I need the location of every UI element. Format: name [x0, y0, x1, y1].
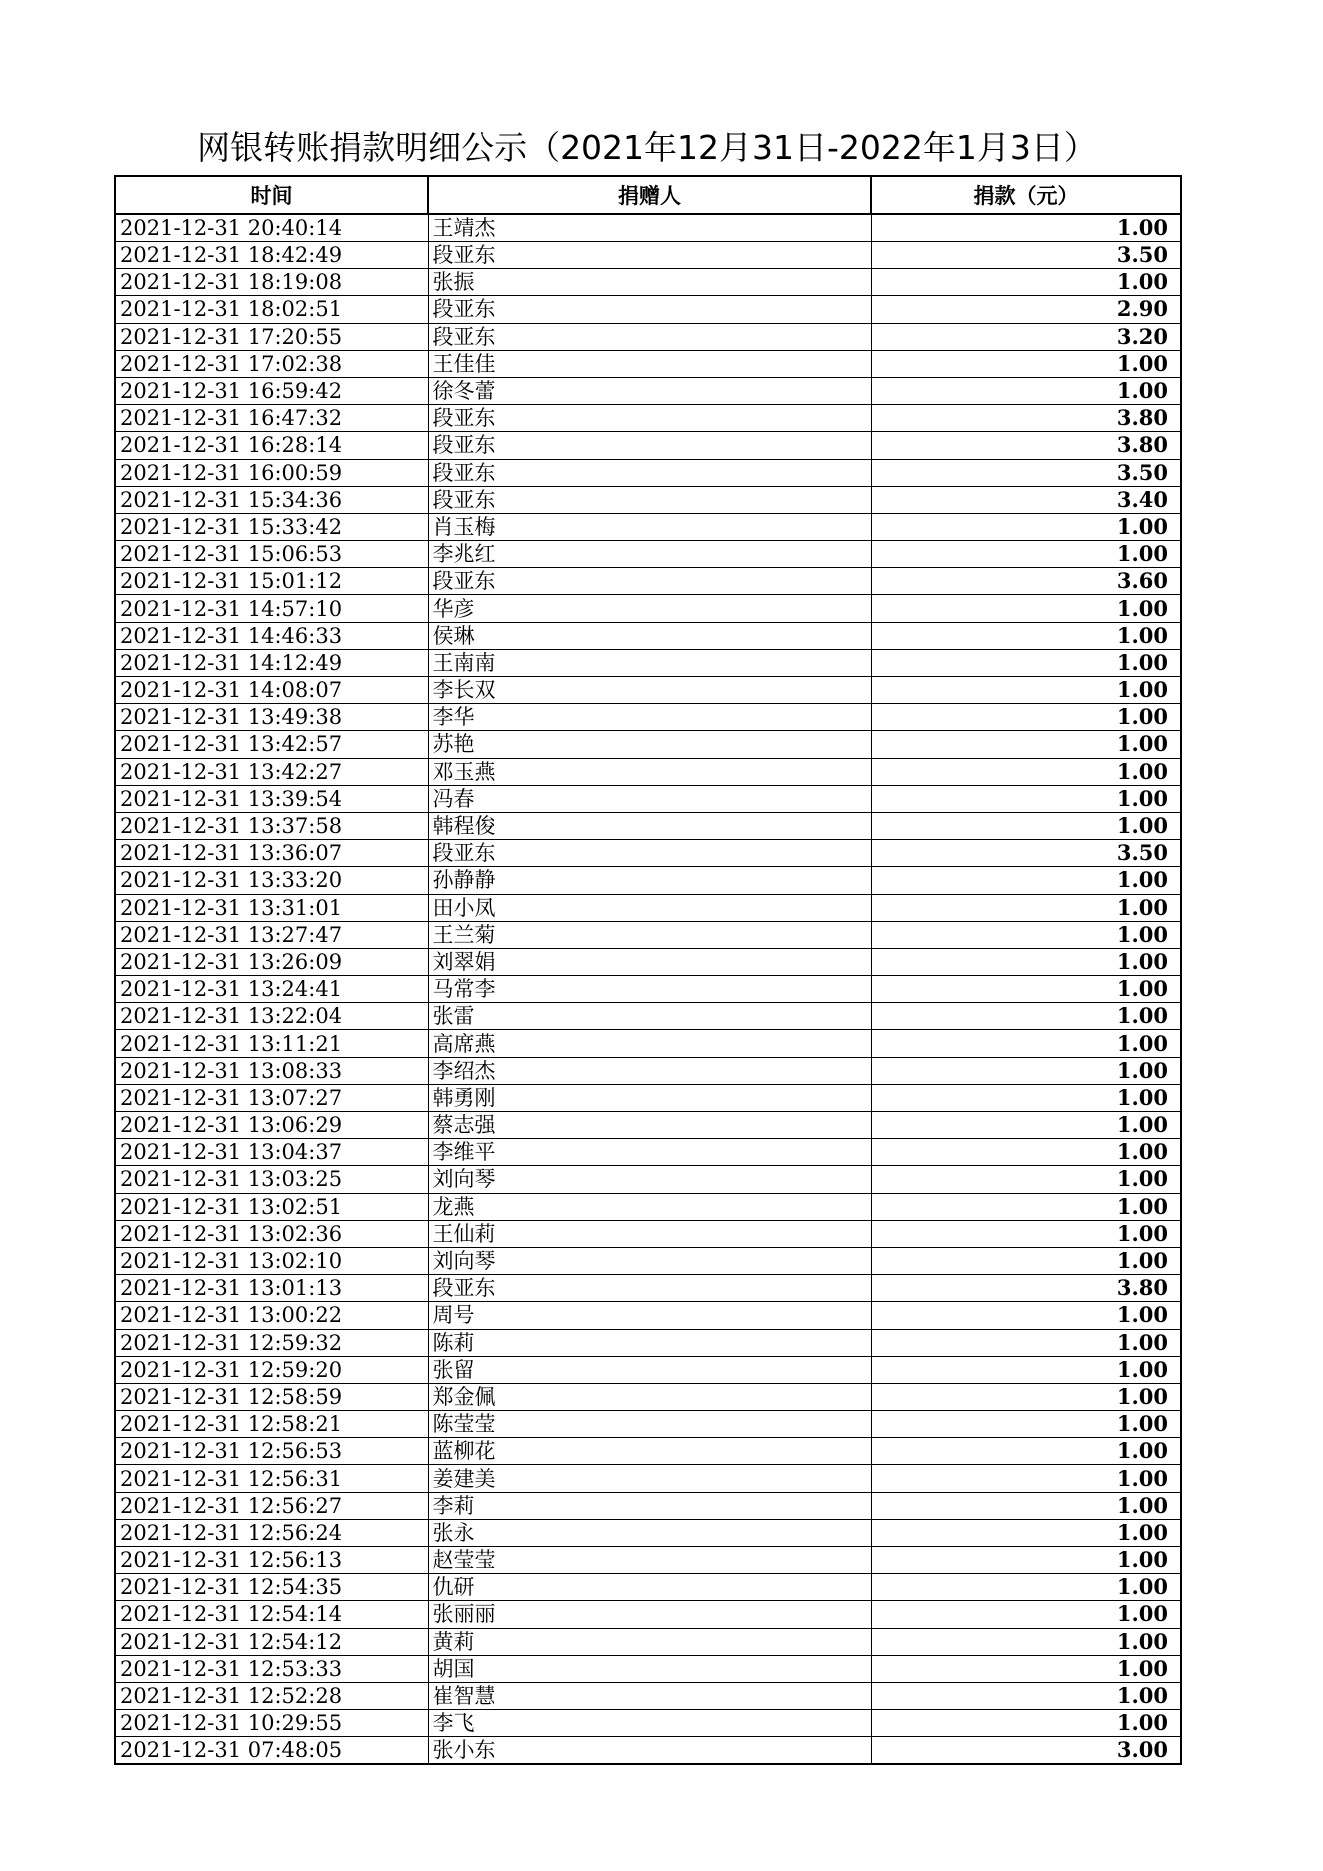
donor-cell: 李维平: [428, 1139, 871, 1166]
time-cell: 2021-12-31 17:20:55: [115, 323, 428, 350]
time-cell: 2021-12-31 13:26:09: [115, 948, 428, 975]
time-cell: 2021-12-31 16:00:59: [115, 459, 428, 486]
time-cell: 2021-12-31 13:00:22: [115, 1302, 428, 1329]
time-cell: 2021-12-31 15:34:36: [115, 486, 428, 513]
amount-cell: 1.00: [871, 921, 1181, 948]
donor-cell: 胡国: [428, 1655, 871, 1682]
time-cell: 2021-12-31 12:56:53: [115, 1438, 428, 1465]
table-row: [115, 1356, 1181, 1383]
donor-cell: 黄莉: [428, 1628, 871, 1655]
donor-cell: 刘向琴: [428, 1166, 871, 1193]
time-cell: 2021-12-31 12:56:31: [115, 1465, 428, 1492]
table-row: [115, 568, 1181, 595]
time-cell: 2021-12-31 17:02:38: [115, 350, 428, 377]
time-cell: 2021-12-31 13:22:04: [115, 1003, 428, 1030]
donor-cell: 孙静静: [428, 867, 871, 894]
time-cell: 2021-12-31 18:02:51: [115, 296, 428, 323]
table-row: [115, 1084, 1181, 1111]
time-cell: 2021-12-31 12:54:35: [115, 1574, 428, 1601]
donor-cell: 陈莉: [428, 1329, 871, 1356]
table-row: [115, 1166, 1181, 1193]
amount-cell: 1.00: [871, 677, 1181, 704]
table-row: [115, 541, 1181, 568]
donor-cell: 段亚东: [428, 323, 871, 350]
amount-cell: 1.00: [871, 541, 1181, 568]
table-header-row: [115, 176, 1181, 214]
table-row: [115, 1275, 1181, 1302]
amount-cell: 1.00: [871, 812, 1181, 839]
donor-cell: 郑金佩: [428, 1383, 871, 1410]
amount-cell: 1.00: [871, 1628, 1181, 1655]
donor-cell: 王兰菊: [428, 921, 871, 948]
amount-cell: 1.00: [871, 758, 1181, 785]
amount-cell: 1.00: [871, 1329, 1181, 1356]
amount-cell: 1.00: [871, 214, 1181, 242]
donor-cell: 侯琳: [428, 622, 871, 649]
table-row: [115, 1710, 1181, 1737]
donor-cell: 王佳佳: [428, 350, 871, 377]
time-cell: 2021-12-31 13:03:25: [115, 1166, 428, 1193]
donor-cell: 段亚东: [428, 840, 871, 867]
table-row: [115, 731, 1181, 758]
time-cell: 2021-12-31 12:58:21: [115, 1411, 428, 1438]
time-cell: 2021-12-31 13:06:29: [115, 1112, 428, 1139]
amount-cell: 1.00: [871, 1492, 1181, 1519]
amount-cell: 1.00: [871, 1356, 1181, 1383]
donor-cell: 邓玉燕: [428, 758, 871, 785]
time-cell: 2021-12-31 12:54:12: [115, 1628, 428, 1655]
amount-cell: 1.00: [871, 513, 1181, 540]
amount-cell: 3.20: [871, 323, 1181, 350]
time-cell: 2021-12-31 15:01:12: [115, 568, 428, 595]
donor-cell: 肖玉梅: [428, 513, 871, 540]
table-row: [115, 1628, 1181, 1655]
table-row: [115, 296, 1181, 323]
time-cell: 2021-12-31 12:52:28: [115, 1682, 428, 1709]
table-row: [115, 948, 1181, 975]
donor-cell: 陈莹莹: [428, 1411, 871, 1438]
amount-cell: 1.00: [871, 1519, 1181, 1546]
amount-cell: 3.80: [871, 405, 1181, 432]
table-row: [115, 785, 1181, 812]
table-body: [115, 214, 1181, 1764]
time-cell: 2021-12-31 13:02:51: [115, 1193, 428, 1220]
time-cell: 2021-12-31 10:29:55: [115, 1710, 428, 1737]
donor-cell: 张丽丽: [428, 1601, 871, 1628]
table-row: [115, 867, 1181, 894]
amount-cell: 1.00: [871, 1112, 1181, 1139]
donor-cell: 张留: [428, 1356, 871, 1383]
table-row: [115, 1003, 1181, 1030]
donor-cell: 段亚东: [428, 486, 871, 513]
time-cell: 2021-12-31 16:47:32: [115, 405, 428, 432]
donor-cell: 田小凤: [428, 894, 871, 921]
table-row: [115, 1329, 1181, 1356]
amount-cell: 3.50: [871, 459, 1181, 486]
table-row: [115, 840, 1181, 867]
donor-cell: 姜建美: [428, 1465, 871, 1492]
amount-cell: 1.00: [871, 1601, 1181, 1628]
amount-cell: 1.00: [871, 269, 1181, 296]
donor-cell: 崔智慧: [428, 1682, 871, 1709]
table-row: [115, 622, 1181, 649]
table-row: [115, 1383, 1181, 1410]
time-cell: 2021-12-31 13:42:57: [115, 731, 428, 758]
table-row: [115, 1682, 1181, 1709]
donor-cell: 段亚东: [428, 1275, 871, 1302]
time-cell: 2021-12-31 13:36:07: [115, 840, 428, 867]
time-cell: 2021-12-31 12:54:14: [115, 1601, 428, 1628]
donor-cell: 蔡志强: [428, 1112, 871, 1139]
time-cell: 2021-12-31 13:27:47: [115, 921, 428, 948]
amount-cell: 3.00: [871, 1737, 1181, 1765]
amount-cell: 1.00: [871, 867, 1181, 894]
amount-cell: 1.00: [871, 1411, 1181, 1438]
table-row: [115, 976, 1181, 1003]
amount-cell: 1.00: [871, 1030, 1181, 1057]
donor-cell: 段亚东: [428, 459, 871, 486]
table-row: [115, 1438, 1181, 1465]
donor-cell: 段亚东: [428, 296, 871, 323]
time-cell: 2021-12-31 14:46:33: [115, 622, 428, 649]
donor-cell: 李莉: [428, 1492, 871, 1519]
table-row: [115, 323, 1181, 350]
time-cell: 2021-12-31 13:39:54: [115, 785, 428, 812]
donor-cell: 李绍杰: [428, 1057, 871, 1084]
time-cell: 2021-12-31 13:07:27: [115, 1084, 428, 1111]
time-cell: 2021-12-31 13:49:38: [115, 704, 428, 731]
amount-cell: 3.80: [871, 1275, 1181, 1302]
table-row: [115, 1112, 1181, 1139]
donor-cell: 蓝柳花: [428, 1438, 871, 1465]
time-cell: 2021-12-31 12:59:20: [115, 1356, 428, 1383]
donor-cell: 段亚东: [428, 405, 871, 432]
time-cell: 2021-12-31 18:42:49: [115, 242, 428, 269]
donor-cell: 李飞: [428, 1710, 871, 1737]
donor-cell: 张小东: [428, 1737, 871, 1765]
column-header-amount: 捐款（元）: [871, 176, 1181, 214]
amount-cell: 1.00: [871, 1166, 1181, 1193]
time-cell: 2021-12-31 18:19:08: [115, 269, 428, 296]
amount-cell: 1.00: [871, 1247, 1181, 1274]
table-row: [115, 486, 1181, 513]
table-row: [115, 1030, 1181, 1057]
donor-cell: 李华: [428, 704, 871, 731]
amount-cell: 1.00: [871, 1084, 1181, 1111]
time-cell: 2021-12-31 15:06:53: [115, 541, 428, 568]
table-row: [115, 1601, 1181, 1628]
donor-cell: 周号: [428, 1302, 871, 1329]
table-row: [115, 1411, 1181, 1438]
table-row: [115, 459, 1181, 486]
table-row: [115, 1302, 1181, 1329]
time-cell: 2021-12-31 13:02:36: [115, 1220, 428, 1247]
time-cell: 2021-12-31 15:33:42: [115, 513, 428, 540]
donor-cell: 李长双: [428, 677, 871, 704]
amount-cell: 1.00: [871, 649, 1181, 676]
table-row: [115, 595, 1181, 622]
table-row: [115, 649, 1181, 676]
table-row: [115, 1547, 1181, 1574]
page-title: 网银转账捐款明细公示（2021年12月31日-2022年1月3日）: [197, 128, 1097, 167]
time-cell: 2021-12-31 12:56:27: [115, 1492, 428, 1519]
amount-cell: 1.00: [871, 622, 1181, 649]
table-row: [115, 1193, 1181, 1220]
table-row: [115, 1655, 1181, 1682]
donor-cell: 刘向琴: [428, 1247, 871, 1274]
amount-cell: 1.00: [871, 1220, 1181, 1247]
amount-cell: 3.60: [871, 568, 1181, 595]
time-cell: 2021-12-31 12:56:13: [115, 1547, 428, 1574]
donor-cell: 张振: [428, 269, 871, 296]
table-row: [115, 758, 1181, 785]
donor-cell: 李兆红: [428, 541, 871, 568]
amount-cell: 1.00: [871, 377, 1181, 404]
time-cell: 2021-12-31 13:08:33: [115, 1057, 428, 1084]
time-cell: 2021-12-31 13:37:58: [115, 812, 428, 839]
donor-cell: 马常李: [428, 976, 871, 1003]
amount-cell: 2.90: [871, 296, 1181, 323]
donor-cell: 王南南: [428, 649, 871, 676]
table-row: [115, 704, 1181, 731]
table-row: [115, 377, 1181, 404]
time-cell: 2021-12-31 12:58:59: [115, 1383, 428, 1410]
time-cell: 2021-12-31 13:42:27: [115, 758, 428, 785]
amount-cell: 3.80: [871, 432, 1181, 459]
time-cell: 2021-12-31 13:33:20: [115, 867, 428, 894]
amount-cell: 1.00: [871, 1383, 1181, 1410]
table-row: [115, 1737, 1181, 1765]
donor-cell: 高席燕: [428, 1030, 871, 1057]
table-row: [115, 405, 1181, 432]
amount-cell: 3.50: [871, 840, 1181, 867]
amount-cell: 1.00: [871, 1193, 1181, 1220]
table-row: [115, 1465, 1181, 1492]
amount-cell: 1.00: [871, 948, 1181, 975]
amount-cell: 1.00: [871, 1003, 1181, 1030]
donor-cell: 仇研: [428, 1574, 871, 1601]
time-cell: 2021-12-31 12:59:32: [115, 1329, 428, 1356]
table-row: [115, 432, 1181, 459]
donor-cell: 张雷: [428, 1003, 871, 1030]
table-row: [115, 677, 1181, 704]
time-cell: 2021-12-31 12:56:24: [115, 1519, 428, 1546]
amount-cell: 1.00: [871, 1682, 1181, 1709]
amount-cell: 1.00: [871, 894, 1181, 921]
donor-cell: 刘翠娟: [428, 948, 871, 975]
amount-cell: 1.00: [871, 1057, 1181, 1084]
column-header-donor: 捐赠人: [428, 176, 871, 214]
donor-cell: 苏艳: [428, 731, 871, 758]
amount-cell: 1.00: [871, 1302, 1181, 1329]
table-row: [115, 921, 1181, 948]
amount-cell: 1.00: [871, 1710, 1181, 1737]
table-row: [115, 1247, 1181, 1274]
time-cell: 2021-12-31 07:48:05: [115, 1737, 428, 1765]
donor-cell: 冯春: [428, 785, 871, 812]
time-cell: 2021-12-31 14:57:10: [115, 595, 428, 622]
amount-cell: 1.00: [871, 595, 1181, 622]
column-header-time: 时间: [115, 176, 428, 214]
table-row: [115, 812, 1181, 839]
donation-table: [114, 175, 1182, 1765]
donor-cell: 段亚东: [428, 568, 871, 595]
table-row: [115, 1139, 1181, 1166]
amount-cell: 1.00: [871, 1438, 1181, 1465]
amount-cell: 3.40: [871, 486, 1181, 513]
time-cell: 2021-12-31 13:01:13: [115, 1275, 428, 1302]
donor-cell: 张永: [428, 1519, 871, 1546]
table-row: [115, 242, 1181, 269]
amount-cell: 1.00: [871, 1655, 1181, 1682]
donor-cell: 赵莹莹: [428, 1547, 871, 1574]
table-row: [115, 1057, 1181, 1084]
donor-cell: 段亚东: [428, 242, 871, 269]
donor-cell: 徐冬蕾: [428, 377, 871, 404]
donor-cell: 龙燕: [428, 1193, 871, 1220]
amount-cell: 1.00: [871, 704, 1181, 731]
amount-cell: 1.00: [871, 731, 1181, 758]
donor-cell: 王仙莉: [428, 1220, 871, 1247]
amount-cell: 1.00: [871, 1547, 1181, 1574]
time-cell: 2021-12-31 16:28:14: [115, 432, 428, 459]
amount-cell: 3.50: [871, 242, 1181, 269]
time-cell: 2021-12-31 12:53:33: [115, 1655, 428, 1682]
donor-cell: 段亚东: [428, 432, 871, 459]
donor-cell: 韩勇刚: [428, 1084, 871, 1111]
table-row: [115, 513, 1181, 540]
table-row: [115, 1220, 1181, 1247]
amount-cell: 1.00: [871, 976, 1181, 1003]
donor-cell: 韩程俊: [428, 812, 871, 839]
amount-cell: 1.00: [871, 785, 1181, 812]
table-row: [115, 1519, 1181, 1546]
table-row: [115, 269, 1181, 296]
time-cell: 2021-12-31 14:08:07: [115, 677, 428, 704]
table-row: [115, 1492, 1181, 1519]
time-cell: 2021-12-31 20:40:14: [115, 214, 428, 242]
donor-cell: 华彦: [428, 595, 871, 622]
time-cell: 2021-12-31 14:12:49: [115, 649, 428, 676]
table-row: [115, 350, 1181, 377]
amount-cell: 1.00: [871, 1465, 1181, 1492]
time-cell: 2021-12-31 13:11:21: [115, 1030, 428, 1057]
table-row: [115, 214, 1181, 242]
time-cell: 2021-12-31 13:04:37: [115, 1139, 428, 1166]
time-cell: 2021-12-31 13:24:41: [115, 976, 428, 1003]
amount-cell: 1.00: [871, 1574, 1181, 1601]
amount-cell: 1.00: [871, 1139, 1181, 1166]
time-cell: 2021-12-31 13:02:10: [115, 1247, 428, 1274]
amount-cell: 1.00: [871, 350, 1181, 377]
donor-cell: 王靖杰: [428, 214, 871, 242]
table-row: [115, 894, 1181, 921]
time-cell: 2021-12-31 16:59:42: [115, 377, 428, 404]
time-cell: 2021-12-31 13:31:01: [115, 894, 428, 921]
table-row: [115, 1574, 1181, 1601]
